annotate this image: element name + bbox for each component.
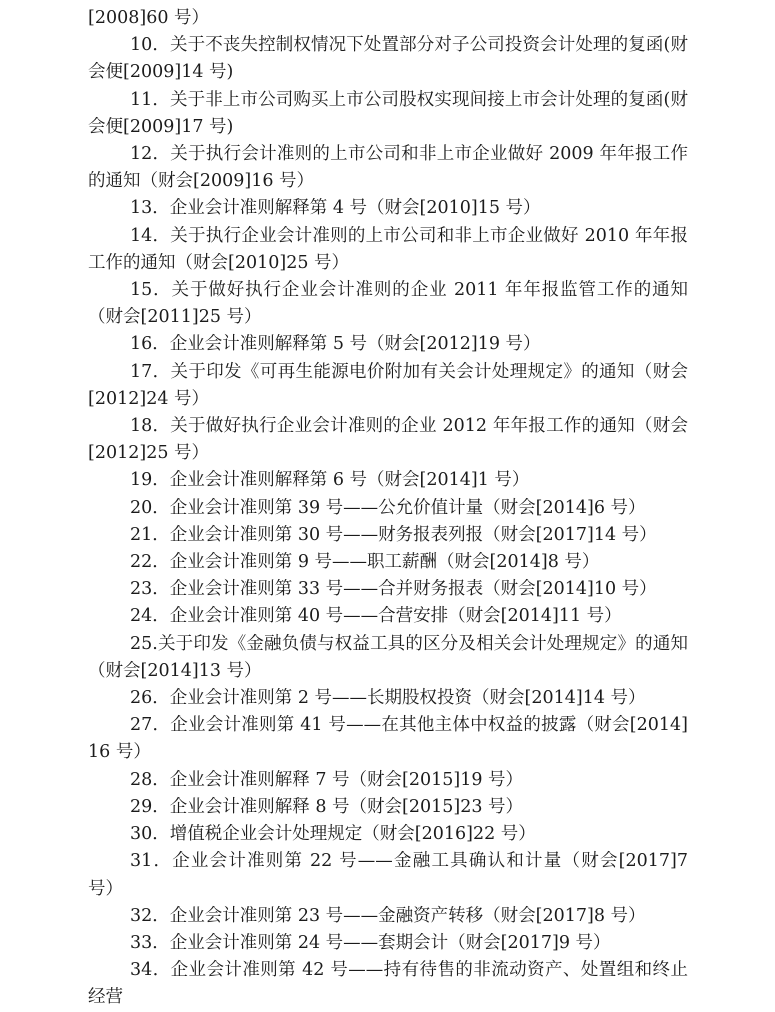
list-item: 30．增值税企业会计处理规定（财会[2016]22 号）	[130, 824, 536, 845]
paragraph-continuation-fragment: [2008]60 号）	[88, 8, 210, 28]
list-item: 12．关于执行会计准则的上市公司和非上市企业做好 2009 年年报工作的通知（财会[2009]16 号）	[88, 144, 688, 192]
list-item: 14．关于执行企业会计准则的上市公司和非上市企业做好 2010 年年报工作的通知（财会[2010]25 号）	[88, 225, 688, 273]
list-item: 25.关于印发《金融负债与权益工具的区分及相关会计处理规定》的通知（财会[2014]13 号）	[88, 633, 688, 681]
list-item: 34．企业会计准则第 42 号——持有待售的非流动资产、处置组和终止经营	[88, 960, 688, 1008]
list-item: 29．企业会计准则解释 8 号（财会[2015]23 号）	[130, 796, 524, 817]
regulation-list	[88, 32, 688, 1011]
list-item: 23．企业会计准则第 33 号——合并财务报表（财会[2014]10 号）	[130, 579, 657, 600]
list-item: 19．企业会计准则解释第 6 号（财会[2014]1 号）	[130, 470, 530, 491]
list-item: 33．企业会计准则第 24 号——套期会计（财会[2017]9 号）	[130, 932, 611, 953]
list-item: 22．企业会计准则第 9 号——职工薪酬（财会[2014]8 号）	[130, 552, 600, 573]
list-item: 20．企业会计准则第 39 号——公允价值计量（财会[2014]6 号）	[130, 497, 646, 518]
list-item: 26．企业会计准则第 2 号——长期股权投资（财会[2014]14 号）	[130, 688, 646, 709]
list-item: 11．关于非上市公司购买上市公司股权实现间接上市会计处理的复函(财会便[2009]17 号)	[88, 89, 688, 137]
list-item: 21．企业会计准则第 30 号——财务报表列报（财会[2017]14 号）	[130, 524, 657, 545]
list-item: 28．企业会计准则解释 7 号（财会[2015]19 号）	[130, 769, 524, 790]
list-item: 27．企业会计准则第 41 号——在其他主体中权益的披露（财会[2014]16 号）	[88, 715, 688, 763]
list-item: 15．关于做好执行企业会计准则的企业 2011 年年报监管工作的通知（财会[2011]25 号）	[88, 280, 688, 328]
list-item: 16．企业会计准则解释第 5 号（财会[2012]19 号）	[130, 334, 541, 355]
list-item: 10．关于不丧失控制权情况下处置部分对子公司投资会计处理的复函(财会便[2009]14 号)	[88, 35, 688, 83]
list-item: 17．关于印发《可再生能源电价附加有关会计处理规定》的通知（财会[2012]24 号）	[88, 361, 688, 409]
list-item: 32．企业会计准则第 23 号——金融资产转移（财会[2017]8 号）	[130, 905, 646, 926]
list-item: 18．关于做好执行企业会计准则的企业 2012 年年报工作的通知（财会[2012]25 号）	[88, 416, 688, 464]
list-item: 24．企业会计准则第 40 号——合营安排（财会[2014]11 号）	[130, 606, 622, 627]
list-item: 13．企业会计准则解释第 4 号（财会[2010]15 号）	[130, 198, 541, 219]
list-item: 31．企业会计准则第 22 号——金融工具确认和计量（财会[2017]7 号）	[88, 851, 688, 899]
